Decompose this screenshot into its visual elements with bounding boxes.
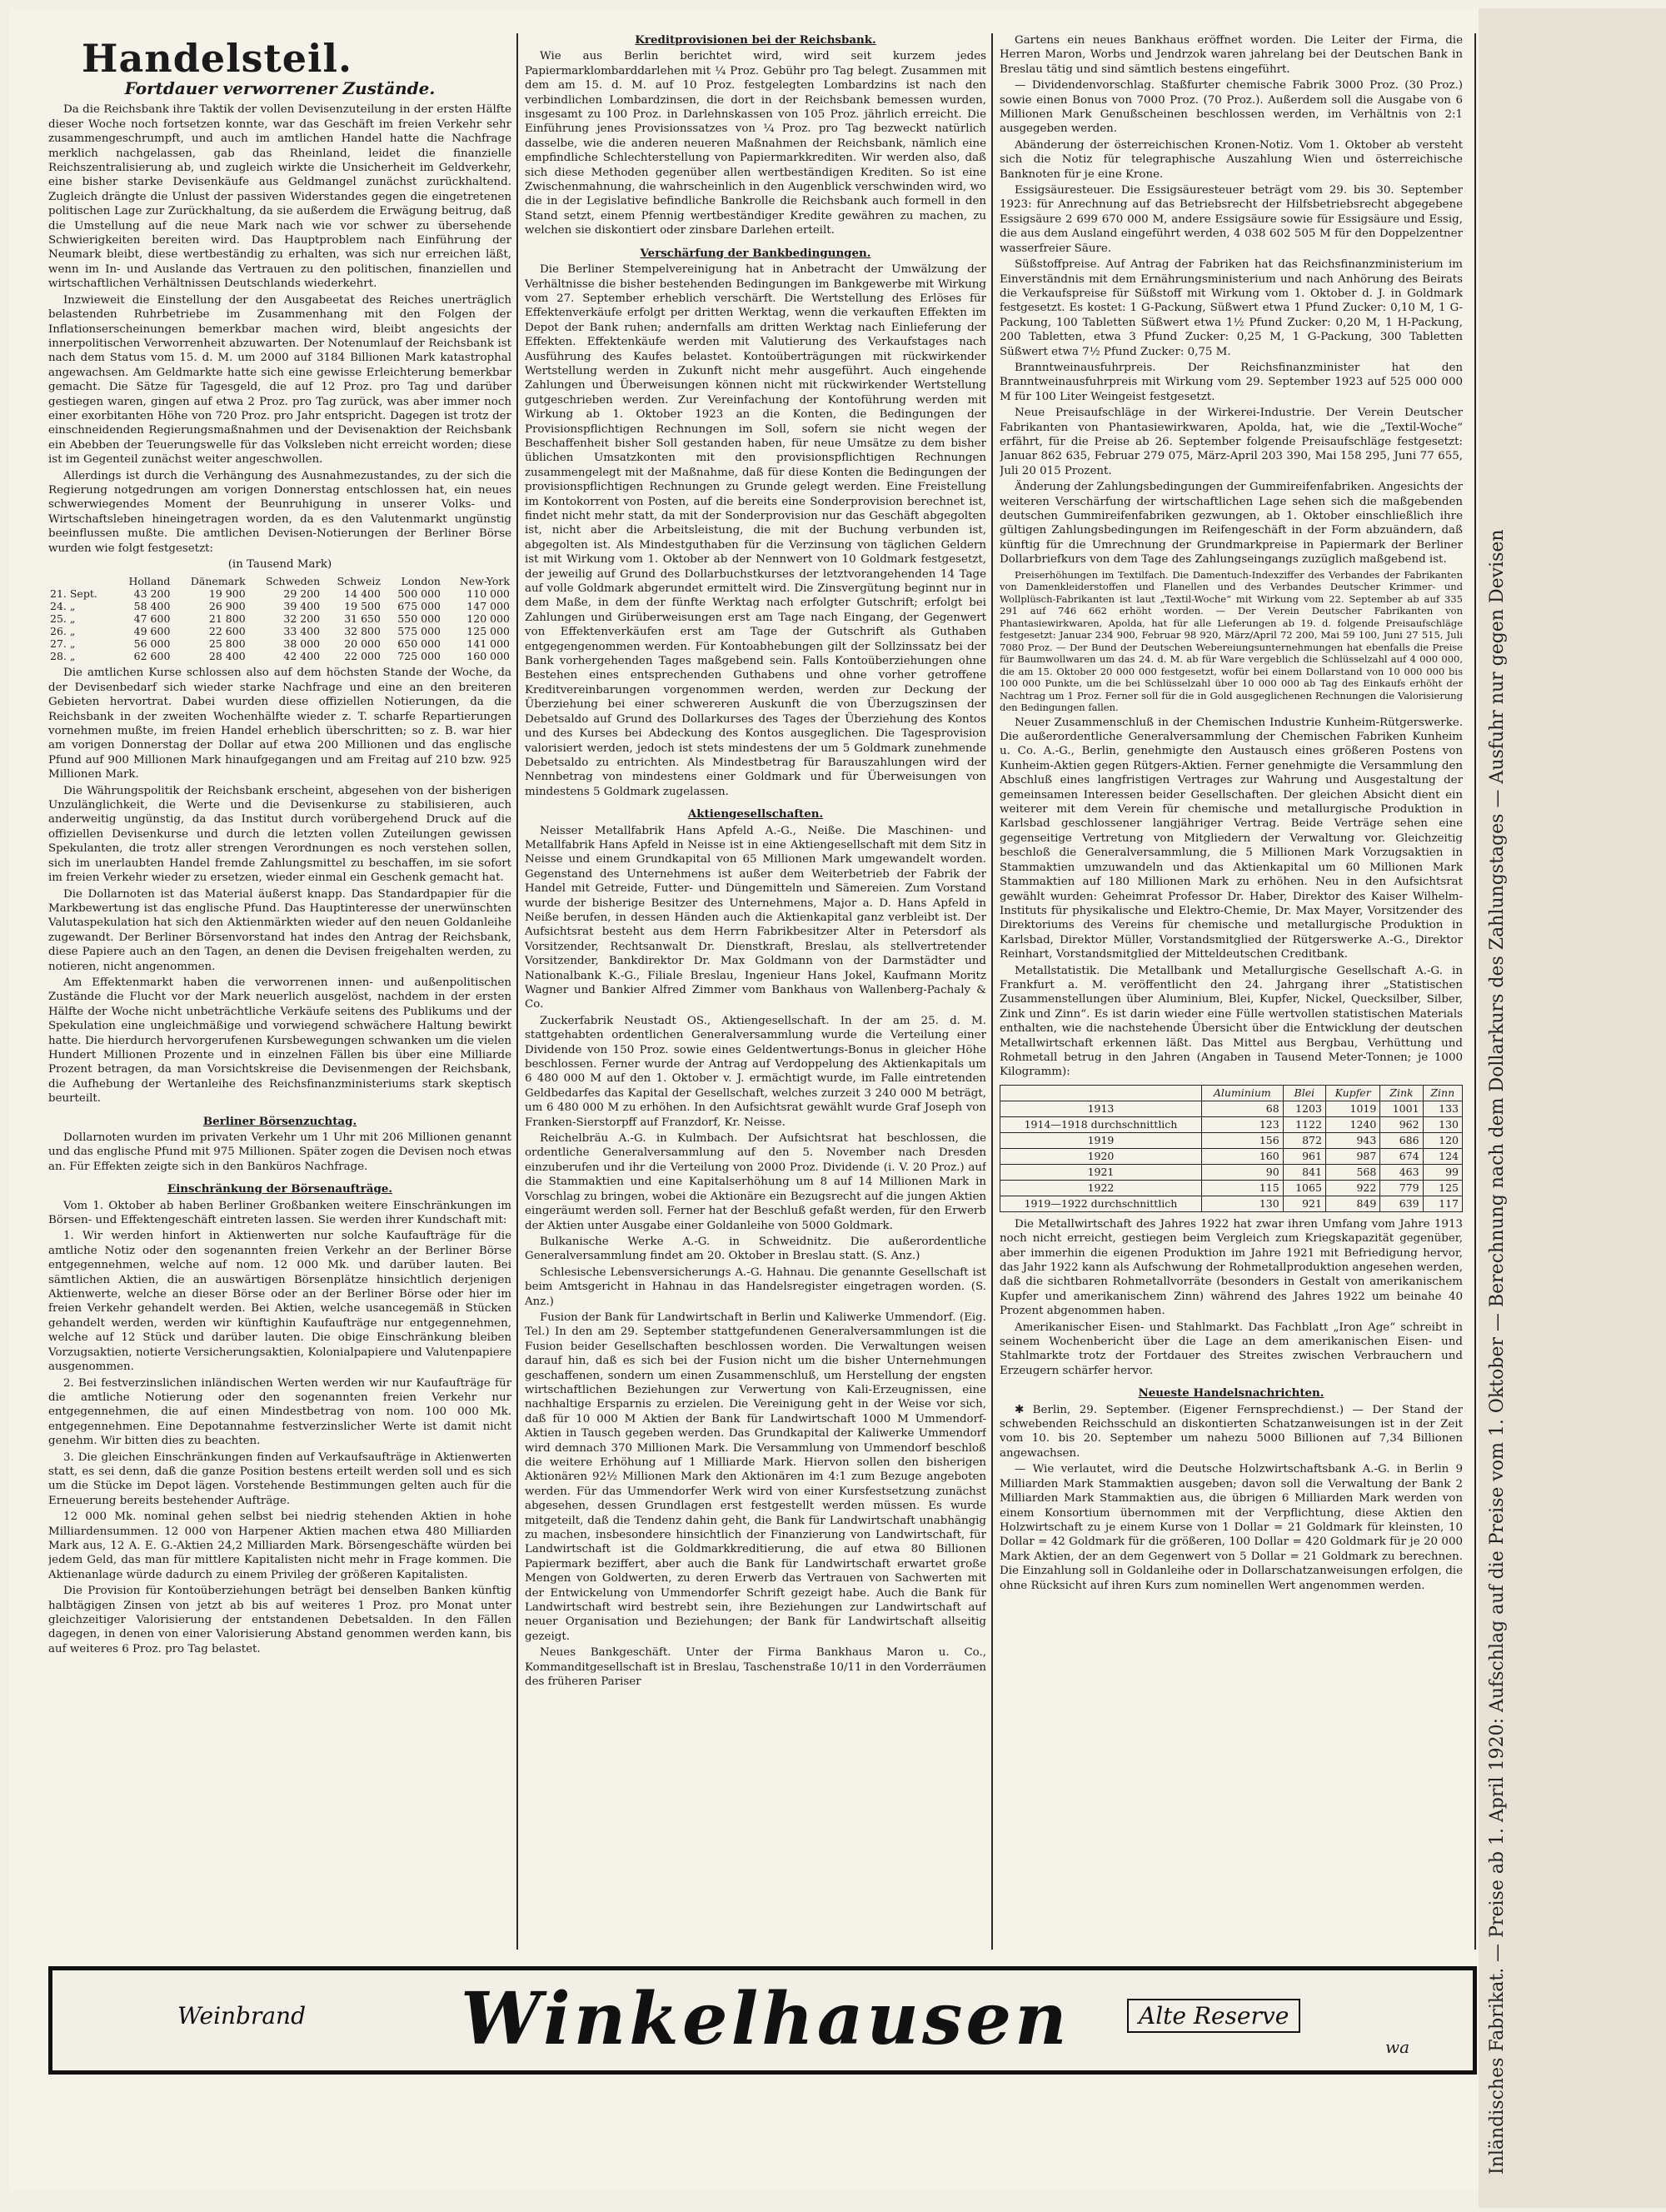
fx-cell: 125 000 <box>466 625 510 638</box>
fx-header-cell: London <box>401 575 441 588</box>
ad-signature-mark: wa <box>1385 2037 1410 2057</box>
metal-cell: 130 <box>1423 1116 1462 1132</box>
fx-cell: 43 200 <box>133 587 171 601</box>
fx-cell: 31 650 <box>344 612 381 626</box>
paragraph: — Wie verlautet, wird die Deutsche Holzwirtschaftsbank A.-G. in Berlin 9 Milliarden Mark Stammaktien ausgeben; davon soll die Verwaltung der Bank 2 Milliarden Mark Stammaktien aus, die übrigen 6 Milliarden Mark werden von einem Konsortium übernommen mit der Verpflichtung, diese Aktien den Holzwirtschaft zu je einem Kurse von 1 Dollar = 21 Goldmark für kleinsten, 10 Dollar = 42 Goldmark für die größeren, 100 Dollar = 420 Goldmark für je 20 000 Mark Aktien, der an dem Gegenwert von 5 Dollar = 21 Goldmark zu berechnen. Die Einzahlung soll in Goldanleihe oder in Dollarschatzanweisungen erfolgen, die ohne Rücksicht auf ihren Kurs zum nominellen Wert angenommen werden. <box>1000 1463 1463 1592</box>
fx-header-cell: New-York <box>459 575 510 588</box>
paragraph: Die Provision für Kontoüberziehungen beträgt bei denselben Banken künftig halbtägigen Zinsen von jetzt ab bis auf weiteres 1 Proz. pro Monat unter gleichzeitiger Valorisierung der entstandenen Debetsalden. In den Fällen dagegen, in denen von einer Valorisierung Abstand genommen werden kann, bis auf weiteres 6 Proz. pro Tag belastet. <box>48 1585 511 1655</box>
metal-cell: 130 <box>1201 1196 1283 1211</box>
fx-cell: 38 000 <box>283 637 321 651</box>
paragraph: Preiserhöhungen im Textilfach. Die Damentuch-Indexziffer des Verbandes der Fabrikanten von Damenkleiderstoffen und Flanellen und des Verbandes Deutscher Krimmer- und Wollplüsch-Fabrikanten ist laut „Textil-Woche“ mit Wirkung vom 22. September ab auf 335 291 auf 746 662 erhöht worden. — Der Verein Deutscher Fabrikanten von Phantasiewirkwaren, Apolda, hat für alle Lieferungen ab 19. d. folgende Preisaufschläge festgesetzt: Januar 234 900, Februar 98 920, März/April 72 200, Mai 59 100, Juni 27 515, Juli 7080 Proz. — Der Bund der Deutschen Webereiungsunternehmungen hat ebenfalls die Preise für Baumwollwaren um das 24. d. M. ab für Ware vergeblich die Schlüsselzahl auf 4 000 000, die am 15. Oktober 20 000 000 festgesetzt, wofür bei einem Dollarstand von 10 000 000 bis 100 000 Punkte, um die bei Schlüsselzahl über 10 000 000 ab Tag des Einkaufs erhöht der Nachtrag um 1 Proz. Ferner soll für die in Gold ausgeglichenen Rechnungen die Valorisierung den Bedingungen fallen. <box>1000 568 1463 714</box>
fx-cell: 25. „ <box>50 612 76 626</box>
section-title: Aktiengesellschaften. <box>687 807 824 821</box>
fx-table-row <box>48 637 511 650</box>
metal-table-row <box>1000 1148 1463 1164</box>
fx-cell: 14 400 <box>344 587 381 601</box>
fx-cell: 675 000 <box>397 600 441 613</box>
metal-cell: 124 <box>1423 1148 1462 1164</box>
fx-header-cell <box>48 575 114 587</box>
fx-table-row <box>48 587 511 600</box>
paragraph: — Dividendenvorschlag. Staßfurter chemische Fabrik 3000 Proz. (30 Proz.) sowie einen Bonus von 7000 Proz. (70 Proz.). Außerdem soll die Ausgabe von 6 Millionen Mark Genußscheinen beschlossen werden, im Verhältnis von 2:1 ausgegeben werden. <box>1000 79 1463 136</box>
metal-cell: 1203 <box>1283 1101 1325 1116</box>
fx-cell: 550 000 <box>397 612 441 626</box>
paragraph: Am Effektenmarkt haben die verworrenen innen- und außenpolitischen Zustände die Flucht vor der Mark neuerlich ausgelöst, nachdem in der ersten Hälfte der Woche nicht unbeträchtliche Verkäufe seitens des Publikums und der Spekulation eine ungleichmäßige und vorwiegend schwächere Haltung bewirkt hatte. Die hierdurch hervorgerufenen Kursbewegungen schwanken um die vielen Hundert Millionen Prozente und in einzelnen Fällen bis über eine Milliarde Prozent betragen, da man Vorsichtskreise die Devisenmengen der Reichsbank, die Aufhebung der Wertanleihe des Reichsfinanzministeriums stark skeptisch beurteilt. <box>48 976 511 1106</box>
metal-cell: 1922 <box>1000 1180 1202 1196</box>
paragraph: Inzwieweit die Einstellung der den Ausgabeetat des Reiches unerträglich belastenden Ruhrbetriebe im Zusammenhang mit den Folgen der Inflationserscheinungen bemerkbar machen wird, bleibt angesichts der innerpolitischen Verworrenheit abzuwarten. Der Notenumlauf der Reichsbank ist nach dem Status vom 15. d. M. um 2000 auf 3184 Billionen Mark katastrophal angewachsen. Am Geldmarkte hatte sich eine gewisse Erleichterung bemerkbar gemacht. Die Sätze für Tagesgeld, die auf 12 Proz. pro Tag und darüber gestiegen waren, gingen auf etwa 2 Proz. pro Tag zurück, was aber immer noch einer exorbitanten Höhe von 720 Proz. pro Jahr entspricht. Dagegen ist trotz der einschneidenden Regierungsmaßnahmen und der Devisenaktion der Reichsbank ein Abebben der Teuerungswelle für das Volksleben nicht erreicht worden; diese ist im Gegenteil zunächst weiter angeschwollen. <box>48 293 511 467</box>
fx-cell: 500 000 <box>397 587 441 601</box>
paragraph: Abänderung der österreichischen Kronen-Notiz. Vom 1. Oktober ab versteht sich die Notiz für telegraphische Auszahlung Wien und österreichische Banknoten für je eine Krone. <box>1000 138 1463 181</box>
fx-cell: 19 900 <box>208 587 246 601</box>
metal-cell: 872 <box>1283 1132 1325 1148</box>
section-title: Berliner Börsenzuchtag. <box>202 1114 357 1128</box>
metal-cell: 123 <box>1201 1116 1283 1132</box>
metal-cell: 99 <box>1423 1164 1462 1180</box>
metal-cell: 117 <box>1423 1196 1462 1211</box>
metal-header-cell: Aluminium <box>1201 1085 1283 1101</box>
metal-cell: 943 <box>1325 1132 1379 1148</box>
metal-table-header <box>1000 1085 1463 1101</box>
fx-cell: 28. „ <box>50 650 76 663</box>
metal-header-cell: Zink <box>1380 1085 1423 1101</box>
fx-cell: 575 000 <box>397 625 441 638</box>
fx-cell: 20 000 <box>344 637 381 651</box>
section-title: Verschärfung der Bankbedingungen. <box>640 246 871 260</box>
metal-cell: 987 <box>1325 1148 1379 1164</box>
metal-table-row <box>1000 1116 1463 1132</box>
fx-cell: 56 000 <box>133 637 171 651</box>
paragraph: Da die Reichsbank ihre Taktik der vollen Devisenzuteilung in der ersten Hälfte dieser Woche noch fortsetzen konnte, war das Geschäft im freien Verkehr sehr zusammengeschrumpft, und auch im amtlichen Handel hatte die Nachfrage merklich nachgelassen, gab das Rheinland, leidet die finanzielle Reichszentralisierung ab, und zugleich wirkte die Unsicherheit im Geldverkehr, eine bisher starke Devisenkäufe aus Geldmangel zunächst zurückhaltend. Zugleich drängte die Unlust der passiven Widerstandes gegen die eingetretenen politischen Lage zur Zurückhaltung, da sie außerdem die Erwägung beitrug, daß die Umstellung auf die neue Mark nach wie vor schwer zu übersehende Schwierigkeiten bereiten wird. Das Hauptproblem nach Einführung der Neumark bleibt, diese wertbeständig zu erhalten, was sich nur erreichen läßt, wenn im In- und Auslande das Vertrauen zu den politischen, finanziellen und wirtschaftlichen Verhältnissen Deutschlands wiederkehrt. <box>48 103 511 291</box>
paragraph: Allerdings ist durch die Verhängung des Ausnahmezustandes, zu der sich die Regierung notgedrungen am vorigen Donnerstag entschlossen hat, ein neues schwerwiegendes Moment der Beunruhigung in unserer Volks- und Wirtschaftsleben hineingetragen worden, da es den Valutenmarkt ungünstig beeinflussen mußte. Die amtlichen Devisen-Notierungen der Berliner Börse wurden wie folgt festgesetzt: <box>48 469 511 555</box>
fx-cell: 29 200 <box>283 587 321 601</box>
fx-table-row <box>48 600 511 612</box>
metal-cell: 1921 <box>1000 1164 1202 1180</box>
metal-header-cell <box>1000 1085 1202 1101</box>
metal-cell: 639 <box>1380 1196 1423 1211</box>
fx-cell: 19 500 <box>344 600 381 613</box>
fx-header-cell: Schweiz <box>337 575 381 588</box>
fx-cell: 22 600 <box>208 625 246 638</box>
metal-cell: 115 <box>1201 1180 1283 1196</box>
metal-table-row <box>1000 1164 1463 1180</box>
paragraph: Zuckerfabrik Neustadt OS., Aktiengesellschaft. In der am 25. d. M. stattgehabten ordentlichen Generalversammlung wurde die Verteilung einer Dividende von 150 Proz. sowie eines Geldentwertungs-Bonus in gleicher Höhe beschlossen. Ferner wurde der Antrag auf Verdoppelung des Aktienkapitals um 6 480 000 M auf den 1. Oktober v. J. ermächtigt wurde, im Falle eintretenden Geldbedarfes das Kapital der Gesellschaft, welches zurzeit 3 240 000 M beträgt, um 6 480 000 M zu erhöhen. In den Aufsichtsrat gewählt wurde Graf Joseph von Franken-Sierstorpff auf Franzdorf, Kr. Neisse. <box>525 1014 986 1129</box>
paragraph: Amerikanischer Eisen- und Stahlmarkt. Das Fachblatt „Iron Age“ schreibt in seinem Wochenbericht über die Lage an dem amerikanischen Eisen- und Stahlmarkte trotz der Fortdauer des Streites zwischen Verbrauchern und Erzeugern schärfer hervor. <box>1000 1321 1463 1377</box>
paragraph: Fusion der Bank für Landwirtschaft in Berlin und Kaliwerke Ummendorf. (Eig. Tel.) In den am 29. September stattgefundenen Generalversammlungen ist die Fusion beider Gesellschaften beschlossen worden. Die Verwaltungen weisen darauf hin, daß es sich bei der Fusion nicht um die bisher Unternehmungen geschaffenen, sondern um einen Zusammenschluß, um Herstellung der engsten wirtschaftlichen Beziehungen zur Verwertung von Kali-Erzeugnissen, eine nachhaltige Ersparnis zu erzielen. Die Vereinigung geht in der Weise vor sich, daß für 10 000 M Aktien der Bank für Landwirtschaft 1000 M Ummendorf-Aktien in Tausch gegeben werden. Das Grundkapital der Kaliwerke Ummendorf wird demnach 370 Millionen Mark. Die Versammlung von Ummendorf beschloß die weitere Erhöhung auf 1 Milliarde Mark. Hiervon sollen den bisherigen Aktionären 92½ Millionen Mark den Aktionären im 4:1 zum Bezuge angeboten werden. Für das Ummendorfer Werk wird von einer Kursfestsetzung zunächst abgesehen, dessen Grundlagen erst festgestellt werden müssen. Es wurde mitgeteilt, daß die Tendenz dahin geht, die Bank für Landwirtschaft unabhängig zu machen, insbesondere hinsichtlich der Finanzierung von Landwirtschaft, für Landwirtschaft ist die Goldmarkkreditierung, die auf etwa 80 Billionen Papiermark beziffert, aber auch die Bank für Landwirtschaft erwartet große Mengen von Goldwerten, zu deren Erwerb das Vertrauen von Sachwerten mit der Entwickelung von Ummendorfer Schrift gezeigt habe. Auch die Bank für Landwirtschaft wird bestrebt sein, ihre Beziehungen zur Landwirtschaft auf neuer Organisation und Beziehungen; der Bank für Landwirtschaft allseitig gezeigt. <box>525 1311 986 1643</box>
paragraph: Neues Bankgeschäft. Unter der Firma Bankhaus Maron u. Co., Kommanditgesellschaft ist in Breslau, Taschenstraße 10/11 in den Vorderräumen des früheren Pariser <box>525 1646 986 1689</box>
metal-table-row <box>1000 1196 1463 1211</box>
column-3 <box>1000 33 1463 1950</box>
section-title: Einschränkung der Börsenaufträge. <box>167 1182 393 1196</box>
metal-cell: 120 <box>1423 1132 1462 1148</box>
metal-cell: 1122 <box>1283 1116 1325 1132</box>
fx-cell: 28 400 <box>208 650 246 663</box>
fx-table-row <box>48 612 511 625</box>
fx-cell: 120 000 <box>466 612 510 626</box>
adjacent-page-text: Inländisches Fabrikat. — Preise ab 1. April 1920: Aufschlag auf die Preise vom 1. Oktober — Berechnung nach dem Dollarkurs des Zahlungstages — Ausfuhr nur gegen Devisen <box>1487 529 1508 2175</box>
metal-cell: 1001 <box>1380 1101 1423 1116</box>
section-title: Kreditprovisionen bei der Reichsbank. <box>635 33 876 47</box>
paragraph: Metallstatistik. Die Metallbank und Metallurgische Gesellschaft A.-G. in Frankfurt a. M. veröffentlicht den 24. Jahrgang ihrer „Statistischen Zusammenstellungen über Aluminium, Blei, Kupfer, Nickel, Quecksilber, Silber, Zink und Zinn“. Es ist darin wieder eine Fülle wertvollen statistischen Materials enthalten, wie die nachstehende Übersicht über die Entwicklung der deutschen Metallwirtschaft erkennen läßt. Das Mittel aus Bergbau, Verhüttung und Rohmetall betrug in den Jahren (Angaben in Tausend Meter-Tonnen; je 1000 Kilogramm): <box>1000 964 1463 1079</box>
metal-cell: 674 <box>1380 1148 1423 1164</box>
fx-cell: 27. „ <box>50 637 76 651</box>
fx-table-caption: (in Tausend Mark) <box>227 558 332 571</box>
fx-cell: 110 000 <box>466 587 510 601</box>
column-rule <box>516 33 518 1950</box>
fx-cell: 32 200 <box>283 612 321 626</box>
paragraph: Vom 1. Oktober ab haben Berliner Großbanken weitere Einschränkungen im Börsen- und Effektengeschäft eintreten lassen. Sie werden ihrer Kundschaft mit: <box>48 1199 511 1227</box>
paragraph: Änderung der Zahlungsbedingungen der Gummireifenfabriken. Angesichts der weiteren Verschärfung der wirtschaftlichen Lage sehen sich die maßgebenden deutschen Gummireifenfabriken gezwungen, ab 1. Oktober einschließlich ihre gültigen Zahlungsbedingungen im Reifengeschäft in der Form abzuändern, daß künftig für die Umrechnung der Grundmarkpreise in Papiermark der Berliner Dollarbriefkurs von dem Tage des Zahlungseingangs zuzüglich maßgebend ist. <box>1000 481 1463 567</box>
fx-cell: 26 900 <box>208 600 246 613</box>
column-rule <box>991 33 993 1950</box>
paragraph: Schlesische Lebensversicherungs A.-G. Hahnau. Die genannte Gesellschaft ist beim Amtsgericht in Hahnau in das Handelsregister eingetragen worden. (S. Anz.) <box>525 1266 986 1308</box>
metal-cell: 68 <box>1201 1101 1283 1116</box>
metal-cell: 160 <box>1201 1148 1283 1164</box>
fx-cell: 21. Sept. <box>50 587 97 601</box>
paragraph: Die amtlichen Kurse schlossen also auf dem höchsten Stande der Woche, da der Devisenbedarf sich wieder starke Nachfrage und eine an den breiteren Gebieten hervortrat. Dabei wurden diese offiziellen Notierungen, da die Reichsbank in der zweiten Wochenhälfte wieder z. T. scharfe Repartierungen vornehmen mußte, im freien Handel erheblich überschritten; so z. B. war hier am vorigen Donnerstag der Dollar auf etwa 200 Millionen und das englische Pfund auf 900 Millionen Mark hinaufgegangen und am Freitag auf 210 bzw. 925 Millionen Mark. <box>48 667 511 781</box>
metal-cell: 90 <box>1201 1164 1283 1180</box>
section-title: Neueste Handelsnachrichten. <box>1138 1386 1324 1401</box>
paragraph: Neisser Metallfabrik Hans Apfeld A.-G., Neiße. Die Maschinen- und Metallfabrik Hans Apfeld in Neisse ist in eine Aktiengesellschaft mit dem Sitz in Neisse und einem Grundkapital von 65 Millionen Mark umgewandelt worden. Gegenstand des Unternehmens ist außer dem Weiterbetrieb der Fabrik der Handel mit Getreide, Futter- und Düngemitteln und Sämereien. Zum Vorstand wurde der bisherige Besitzer des Unternehmens, Major a. D. Hans Apfeld in Neiße berufen, in dessen Händen auch die Aktienkapital ganz verbleibt ist. Der Aufsichtsrat besteht aus dem Herrn Fabrikbesitzer Alter in Petersdorf als Vorsitzender, Rechtsanwalt Dr. Dienstkraft, Breslau, als stellvertretender Vorsitzender, Bankdirektor Dr. Max Goldmann von der Darmstädter und Nationalbank K.-G., Filiale Breslau, Ingenieur Hans Jokel, Kaufmann Moritz Wagner und Bankier Alfred Zimmer vom Bankhaus von Wallenberg-Pachaly & Co. <box>525 824 986 1011</box>
paragraph: Dollarnoten wurden im privaten Verkehr um 1 Uhr mit 206 Millionen genannt und das englische Pfund mit 975 Millionen. Später zogen die Devisen noch etwas an. Für Effekten zeigte sich in den Banküros Nachfrage. <box>48 1131 511 1173</box>
metal-cell: 922 <box>1325 1180 1379 1196</box>
metal-cell: 849 <box>1325 1196 1379 1211</box>
paragraph: Gartens ein neues Bankhaus eröffnet worden. Die Leiter der Firma, die Herren Maron, Worbs und Jendrzok waren jahrelang bei der Deutschen Bank in Breslau tätig und sind sämtlich bestens eingeführt. <box>1000 34 1463 76</box>
ad-label-weinbrand: Weinbrand <box>177 2002 307 2030</box>
metal-cell: 1919 <box>1000 1132 1202 1148</box>
fx-cell: 33 400 <box>283 625 321 638</box>
paragraph: Essigsäuresteuer. Die Essigsäuresteuer beträgt vom 29. bis 30. September 1923: für Anrechnung auf das Betriebsrecht der Hilfsbetriebsrecht abgegebene Essigsäure 2 699 670 000 M, andere Essigsäure sowie für Essigsäure und Essig, die aus dem Ausland eingeführt werden, 4 038 602 505 M für den Doppelzentner wasserfreier Säure. <box>1000 184 1463 255</box>
paragraph: 12 000 Mk. nominal gehen selbst bei niedrig stehenden Aktien in hohe Milliardensummen. 12 000 von Harpener Aktien machen etwa 480 Milliarden Mark aus, 12 A. E. G.-Aktien 24,2 Milliarden Mark. Börsengeschäfte würden bei jedem Geld, das man für mittlere Kapitalisten nicht mehr in Frage kommen. Die Aktienanlage würde dadurch zu einem Privileg der größeren Kapitalisten. <box>48 1510 511 1581</box>
metal-cell: 1913 <box>1000 1101 1202 1116</box>
metal-table-row <box>1000 1101 1463 1116</box>
metal-cell: 1920 <box>1000 1148 1202 1164</box>
advertisement-banner <box>48 1966 1477 2075</box>
paragraph: Neuer Zusammenschluß in der Chemischen Industrie Kunheim-Rütgerswerke. Die außerordentliche Generalversammlung der Chemischen Fabriken Kunheim u. Co. A.-G., Berlin, genehmigte den Austausch eines größeren Postens von Kunheim-Aktien gegen Rütgers-Aktien. Ferner genehmigte die Versammlung den Abschluß eines langfristigen Vertrages zur Wahrung und Ausgestaltung der gemeinsamen Interessen beider Gesellschaften. Der gleichen Absicht dient ein weiterer mit dem Verein für chemische und metallurgische Produktion in Karlsbad geschlossener langjähriger Vertrag. Beide Verträge sehen eine gegenseitige Vertretung von Mitgliedern der Verwaltung vor. Gleichzeitig beschloß die Generalversammlung, die 5 Millionen Mark Vorzugsaktien in Stammaktien umzuwandeln und das Aktienkapital um 60 Millionen Mark Stammaktien auf 180 Millionen Mark zu erhöhen. Neu in den Aufsichtsrat gewählt wurden: Geheimrat Professor Dr. Haber, Direktor des Kaiser Wilhelm-Instituts für physikalische und Elektro-Chemie, Dr. Max Mayer, Vorsitzender des Direktoriums des Vereins für chemische und metallurgische Produktion in Karlsbad, Direktor Müller, Vorstandsmitglied der Rütgerswerke A.-G., Direktor Reinhart, Vorstandsmitglied der Mitteldeutschen Creditbank. <box>1000 716 1463 961</box>
ad-label-reserve: Alte Reserve <box>1127 1999 1300 2033</box>
fx-cell: 25 800 <box>208 637 246 651</box>
fx-cell: 26. „ <box>50 625 76 638</box>
metal-statistics-table <box>1000 1085 1463 1212</box>
metal-cell: 156 <box>1201 1132 1283 1148</box>
metal-cell: 568 <box>1325 1164 1379 1180</box>
metal-header-cell: Zinn <box>1423 1085 1462 1101</box>
metal-cell: 779 <box>1380 1180 1423 1196</box>
lead-article-title: Fortdauer verworrener Zustände. <box>124 78 436 98</box>
metal-table-row <box>1000 1132 1463 1148</box>
fx-cell: 725 000 <box>397 650 441 663</box>
metal-cell: 961 <box>1283 1148 1325 1164</box>
fx-cell: 22 000 <box>344 650 381 663</box>
metal-header-cell: Kupfer <box>1325 1085 1379 1101</box>
paragraph: Süßstoffpreise. Auf Antrag der Fabriken hat das Reichsfinanzministerium im Einverständnis mit dem Ernährungsministerium und nach Anhörung des Beirats die Verkaufspreise für Süßstoff mit Wirkung vom 1. Oktober d. J. in Goldmark festgesetzt. Es kostet: 1 G-Packung, Süßwert etwa 1 Pfund Zucker: 0,10 M, 1 G-Packung, 100 Tabletten Süßwert etwa 1½ Pfund Zucker: 0,20 M, 1 H-Packung, 200 Tabletten, etwa 3 Pfund Zucker: 0,25 M, 1 G-Packung, 300 Tabletten Süßwert etwa 7½ Pfund Zucker: 0,75 M. <box>1000 258 1463 358</box>
paragraph: Die Währungspolitik der Reichsbank erscheint, abgesehen von der bisherigen Unzulänglichkeit, die Werte und die Devisenkurse zu stabilisieren, auch anderweitig ungünstig, da das Institut durch vorübergehend Druck auf die offiziellen Devisenkurse und durch die letzten vollen Zuteilungen gewissen Spekulanten, die trotz aller strengen Verordnungen es noch verstehen sollen, sich im unerlaubten Handel fremde Zahlungsmittel zu beschaffen, im sie sofort im freien Verkehr wieder zu ersetzen, wieder einmal ein Geschenk gemacht hat. <box>48 784 511 885</box>
metal-cell: 1914—1918 durchschnittlich <box>1000 1116 1202 1132</box>
fx-cell: 39 400 <box>283 600 321 613</box>
metal-cell: 1065 <box>1283 1180 1325 1196</box>
fx-cell: 650 000 <box>397 637 441 651</box>
column-rule <box>1474 33 1476 1950</box>
metal-cell: 686 <box>1380 1132 1423 1148</box>
fx-cell: 24. „ <box>50 600 76 613</box>
paragraph: Die Metallwirtschaft des Jahres 1922 hat zwar ihren Umfang vom Jahre 1913 noch nicht erreicht, gestiegen beim Vergleich zum Kriegskapazität gegenüber, aber immerhin die eigenen Produktion im Jahre 1921 mit Befriedigung hervor, das Jahr 1922 kann als Aufschwung der Rohmetallproduktion angesehen werden, daß die sichtbaren Rohmetallvorräte (besonders in Gestalt von amerikanischem Kupfer und amerikanischem Zinn) während des Jahres 1922 um beinahe 40 Prozent abgenommen haben. <box>1000 1217 1463 1318</box>
fx-table-row <box>48 625 511 637</box>
paragraph: Die Dollarnoten ist das Material äußerst knapp. Das Standardpapier für die Markbewertung ist das englische Pfund. Das Hauptinteresse der unerwünschten Valutaspekulation hat sich den Aktienmärkten wieder auf den neuen Goldanleihe zugewandt. Der Berliner Börsenvorstand hat indes den Antrag der Reichsbank, diese Papiere auch an den Tagen, an denen die Devisen freigehalten werden, zu notieren, nicht angenommen. <box>48 887 511 973</box>
fx-cell: 21 800 <box>208 612 246 626</box>
paragraph: 2. Bei festverzinslichen inländischen Werten werden wir nur Kaufaufträge für die amtliche Notierung oder den sogenannten freien Verkehr nur entgegennehmen, die auf einen Mindestbetrag von nom. 100 000 Mk. entgegennehmen. Eine Depotannahme festverzinslicher Werte ist damit nicht genehm. Wir bitten dies zu beachten. <box>48 1376 511 1448</box>
column-2 <box>525 33 986 1950</box>
paragraph: 3. Die gleichen Einschränkungen finden auf Verkaufsaufträge in Aktienwerten statt, es sei denn, daß die ganze Position bestens erteilt werden soll und es sich um die Stücke im Depot lägen. Vorstehende Bestimmungen gelten auch für die Erneuerung bereits bestehender Aufträge. <box>48 1451 511 1507</box>
paragraph: Die Berliner Stempelvereinigung hat in Anbetracht der Umwälzung der Verhältnisse die bisher bestehenden Bedingungen im Bankgewerbe mit Wirkung vom 27. September erheblich verschärft. Die Wertstellung des Erlöses für Effektenverkäufe erfolgt per dritten Werktag, wenn die verkauften Effekten im Depot der Bank ruhen; andernfalls am dritten Werktag nach Einlieferung der Effekten. Effektenkäufe werden mit Valutierung des Verkaufstages nach Ausführung des Kaufes belastet. Kontoüberträgungen mit rückwirkender Wertstellung werden in Zukunft nicht mehr ausgeführt. Auch eingehende Zahlungen und Überweisungen können nicht mit rückwirkender Wertstellung gutgeschrieben werden. Zur Vereinfachung der Kontoführung werden mit Wirkung ab 1. Oktober 1923 an die Konten, die Bedingungen der Provisionspflichtigen Rechnungen im Soll, sofern sie nicht wegen der Beschaffenheit bisher Soll gestanden haben, für neue Umsätze zu dem bisher üblichen Umsatzkonten mit den provisionspflichtigen Rechnungen zusammengelegt mit der Maßnahme, daß für diese Konten die Bedingungen der provisionspflichtigen Rechnungen zu Grunde gelegt werden. Eine Freistellung im Kontokorrent von Posten, auf die bereits eine Sonderprovision berechnet ist, findet nicht mehr statt, da mit der Sonderprovision nur das Geschäft abgegolten ist, nicht aber die Arbeitsleistung, die mit der Buchung verbunden ist, abgegolten ist. Als Mindestguthaben für die Verzinsung von täglichen Geldern ist mit Wirkung vom 1. Oktober ab der Nennwert von 10 Goldmark festgesetzt, der jeweilig auf Grund des Dollarbuchstkurses der letztvorangehenden 14 Tage auf volle Goldmark abgerundet ermittelt wird. Die Zinsvergütung beginnt nur in dem Maße, in dem der fünfte Werktag nach erfolgter Gutschrift; erfolgt bei Zahlungen und Girüberweisungen erst am Tage nach Eingang, der Gegenwert von Effektenverkäufen erst am Tage der Gutschrift als Guthaben entgegengenommen werden. Für Kontoabhebungen gilt der Sollzinssatz bei der Bank vorhergehenden Tages maßgebend sein. Falls Kontoüberziehungen ohne Bestehen eines entsprechenden Guthabens und ohne vorher getroffene Kreditvereinbarungen vorgenommen werden, werden zur Deckung der Überziehung bei einer schwereren Auskunft die von Überzugszinsen der Debetsaldo auf Grund des Dollarkurses des Tages der Überziehung des Kontos und des Kurses bei Abdeckung des Kontos ausgeglichen. Die Tagesprovision valorisiert werden, jedoch ist stets mindestens der um 5 Goldmark zunehmende Debetsaldo zu entrichten. Als Mindestbetrag für Barauszahlungen wird der Nennbetrag von mindestens einer Goldmark und für Überweisungen von mindestens 5 Goldmark zugelassen. <box>525 263 986 798</box>
fx-cell: 147 000 <box>466 600 510 613</box>
fx-cell: 32 800 <box>344 625 381 638</box>
metal-cell: 841 <box>1283 1164 1325 1180</box>
fx-header-cell: Dänemark <box>190 575 246 588</box>
metal-cell: 463 <box>1380 1164 1423 1180</box>
page-title: Handelsteil. <box>82 36 352 81</box>
metal-cell: 1240 <box>1325 1116 1379 1132</box>
fx-cell: 58 400 <box>133 600 171 613</box>
fx-cell: 47 600 <box>133 612 171 626</box>
fx-cell: 49 600 <box>133 625 171 638</box>
fx-cell: 160 000 <box>466 650 510 663</box>
metal-cell: 133 <box>1423 1101 1462 1116</box>
paragraph: Bulkanische Werke A.-G. in Schweidnitz. Die außerordentliche Generalversammlung findet am 20. Oktober in Breslau statt. (S. Anz.) <box>525 1235 986 1263</box>
fx-cell: 62 600 <box>133 650 171 663</box>
fx-rates-table <box>48 575 511 662</box>
fx-header-cell: Schweden <box>265 575 321 588</box>
column-1 <box>48 33 511 1912</box>
fx-cell: 141 000 <box>466 637 510 651</box>
fx-cell: 42 400 <box>283 650 321 663</box>
paragraph: Neue Preisaufschläge in der Wirkerei-Industrie. Der Verein Deutscher Fabrikanten von Phantasiewirkwaren, Apolda, hat, wie die „Textil-Woche“ erfährt, für die Preise ab 26. September folgende Preisaufschläge festgesetzt: Januar 862 635, Februar 279 075, März-April 203 390, Mai 158 295, Juni 77 655, Juli 20 015 Prozent. <box>1000 407 1463 477</box>
fx-table-header <box>48 575 511 587</box>
adjacent-page-strip <box>1479 8 1666 2208</box>
fx-header-cell: Holland <box>128 575 171 588</box>
metal-cell: 125 <box>1423 1180 1462 1196</box>
paragraph: Wie aus Berlin berichtet wird, wird seit kurzem jedes Papiermarklombarddarlehen mit ¼ Proz. Gebühr pro Tag belegt. Zusammen mit dem am 15. d. M. auf 10 Proz. festgelegten Lombardzins ist nach den verbindlichen Lombardzinsen, die dort in der Reichsbank bemessen wurden, insgesamt zu 100 Proz. in Darlehnskassen von 105 Proz. jährlich erreicht. Die Einführung jenes Provisionssatzes von ¼ Proz. pro Tag bezweckt natürlich dasselbe, wie die anderen neueren Maßnahmen der Reichsbank, nämlich eine empfindliche Schlechterstellung von Papiermarkkrediten. Wir werden also, daß sich diese Methoden gegenüber allen wertbeständigen Krediten. So ist eine Zwischenmahnung, die wahrscheinlich in den Augenblick verschwinden wird, wo die in der Legislative befindliche Bankrolle die Reichsbank auch formell in den Stand setzt, einem Pfennig wertbeständiger Kredite gewähren zu machen, zu welchen sie diskontiert oder zinsbare Darlehen erteilt. <box>525 50 986 237</box>
metal-cell: 921 <box>1283 1196 1325 1211</box>
paragraph: 1. Wir werden hinfort in Aktienwerten nur solche Kaufaufträge für die amtliche Notiz oder den sogenannten freien Verkehr an der Berliner Börse entgegennehmen, welche auf nom. 12 000 Mk. und darüber lauten. Bei sämtlichen Aktien, die an auswärtigen Börsenplätze hinsichtlich derjenigen Aktienwerte, welche an dieser Börse oder an der Berliner Börse oder hier im freien Verkehr gehandelt werden. Bei Aktien, welche usancegemäß in Stücken gehandelt werden, werden wir künftighin Kaufaufträge nur entgegennehmen, welche auf 12 Stück und darüber lauten. Die obige Einschränkung bleiben Vorzugsaktien, notierte Versicherungsaktien, Kolonialpapiere und Valutenpapiere ausgenommen. <box>48 1230 511 1374</box>
metal-cell: 1019 <box>1325 1101 1379 1116</box>
paragraph: ✱ Berlin, 29. September. (Eigener Fernsprechdienst.) — Der Stand der schwebenden Reichsschuld an diskontierten Schatzanweisungen ist in der Zeit vom 10. bis 20. September um nahezu 5000 Billionen auf 7,34 Billionen angewachsen. <box>1000 1403 1463 1460</box>
fx-table-row <box>48 650 511 662</box>
metal-cell: 962 <box>1380 1116 1423 1132</box>
metal-header-cell: Blei <box>1283 1085 1325 1101</box>
ad-brand-name: Winkelhausen <box>461 1977 1070 2061</box>
metal-table-row <box>1000 1180 1463 1196</box>
paragraph: Reichelbräu A.-G. in Kulmbach. Der Aufsichtsrat hat beschlossen, die ordentliche Generalversammlung auf den 5. November nach Dresden einzuberufen und ihr die Verteilung von 2000 Proz. Dividende (i. V. 20 Proz.) auf die Stammaktien und eine Kapitalserhöhung um 8 auf 14 Millionen Mark in Vorschlag zu bringen, wobei die Aktionäre ein Bezugsrecht auf die jungen Aktien eingeräumt werden soll. Ferner hat der Beschluß gefaßt werden, für den Erwerb der Aktien unter Ausgabe einer Goldanleihe von 5000 Goldmark. <box>525 1132 986 1232</box>
metal-cell: 1919—1922 durchschnittlich <box>1000 1196 1202 1211</box>
newspaper-page <box>8 8 1633 2191</box>
paragraph: Branntweinausfuhrpreis. Der Reichsfinanzminister hat den Branntweinausfuhrpreis mit Wirkung vom 29. September 1923 auf 525 000 000 M für 100 Liter Weingeist festgesetzt. <box>1000 361 1463 403</box>
